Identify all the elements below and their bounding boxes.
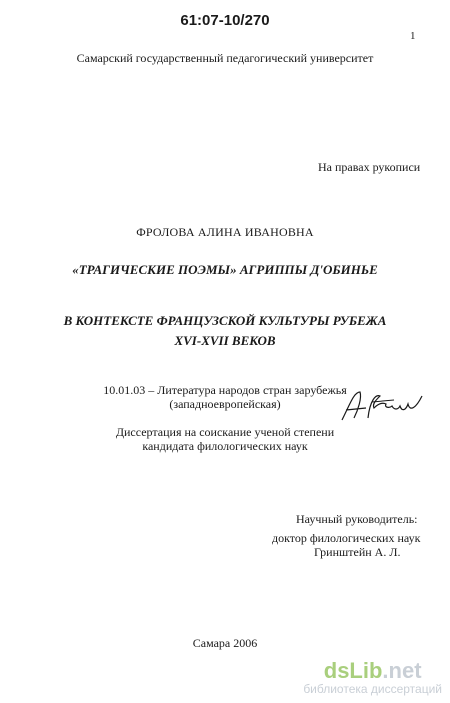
- dslib-logo-tld: .net: [382, 658, 422, 683]
- dslib-watermark[interactable]: [303, 660, 442, 696]
- archive-code: 61:07-10/270: [180, 12, 270, 29]
- place-and-year: Самара 2006: [192, 636, 258, 650]
- supervisor-degree: доктор филологических наук: [272, 531, 421, 545]
- title-line-2: В КОНТЕКСТЕ ФРАНЦУЗСКОЙ КУЛЬТУРЫ РУБЕЖА: [63, 313, 387, 328]
- dslib-logo: [303, 660, 442, 682]
- supervisor-name: Гринштейн А. Л.: [314, 545, 401, 559]
- title-line-1: «ТРАГИЧЕСКИЕ ПОЭМЫ» АГРИППЫ Д'ОБИНЬЕ: [72, 262, 378, 277]
- author-signature: [336, 386, 426, 426]
- specialty-code: 10.01.03 – Литература народов стран зарубежья: [103, 383, 347, 397]
- manuscript-rights: На правах рукописи: [318, 160, 421, 174]
- dissertation-degree-line-1: Диссертация на соискание ученой степени: [115, 425, 335, 439]
- author-name: ФРОЛОВА АЛИНА ИВАНОВНА: [136, 225, 314, 239]
- university-name: Самарский государственный педагогический университет: [76, 51, 374, 65]
- supervisor-label: Научный руководитель:: [296, 512, 418, 526]
- dissertation-degree-line-2: кандидата филологических наук: [142, 439, 308, 453]
- specialty-subtitle: (западноевропейская): [169, 397, 281, 411]
- title-line-3: XVI-XVII ВЕКОВ: [174, 333, 276, 348]
- page-number: 1: [410, 30, 416, 42]
- dslib-logo-main: dsLib: [323, 658, 383, 683]
- dslib-subtitle: библиотека диссертаций: [303, 682, 442, 696]
